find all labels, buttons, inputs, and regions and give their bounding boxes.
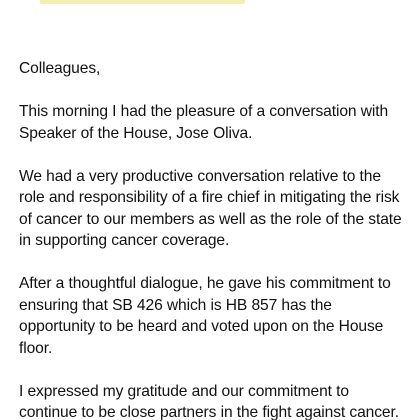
paragraph-4: [19, 381, 414, 420]
letter-body: [19, 58, 414, 420]
paragraph-3: [19, 273, 414, 359]
paragraph-line: After a thoughtful dialogue, he gave his commitment to: [19, 275, 391, 292]
paragraph-line: in supporting cancer coverage.: [19, 232, 230, 249]
paragraph-line: floor.: [19, 339, 53, 357]
paragraph-line: opportunity to be heard and voted upon on the House: [19, 318, 384, 335]
paragraph-line: This morning I had the pleasure of a conversation with: [19, 103, 389, 120]
paragraph-line: of cancer to our members as well as the role of the state: [19, 210, 402, 228]
paragraph-line: continue to be close partners in the fight against cancer.: [19, 404, 399, 420]
paragraph-line: Speaker of the House, Jose Oliva.: [19, 124, 253, 142]
salutation: [19, 58, 414, 80]
paragraph-line: ensuring that SB 426 which is HB 857 has the: [19, 296, 332, 314]
highlight-strip: [40, 0, 245, 4]
paragraph-2: [19, 166, 414, 252]
paragraph-line: We had a very productive conversation relative to the: [19, 167, 381, 185]
salutation-text: Colleagues,: [19, 60, 101, 77]
paragraph-1: [19, 101, 414, 144]
paragraph-line: role and responsibility of a fire chief in mitigating the risk: [19, 189, 400, 206]
paragraph-line: I expressed my gratitude and our commitment to: [19, 382, 349, 400]
